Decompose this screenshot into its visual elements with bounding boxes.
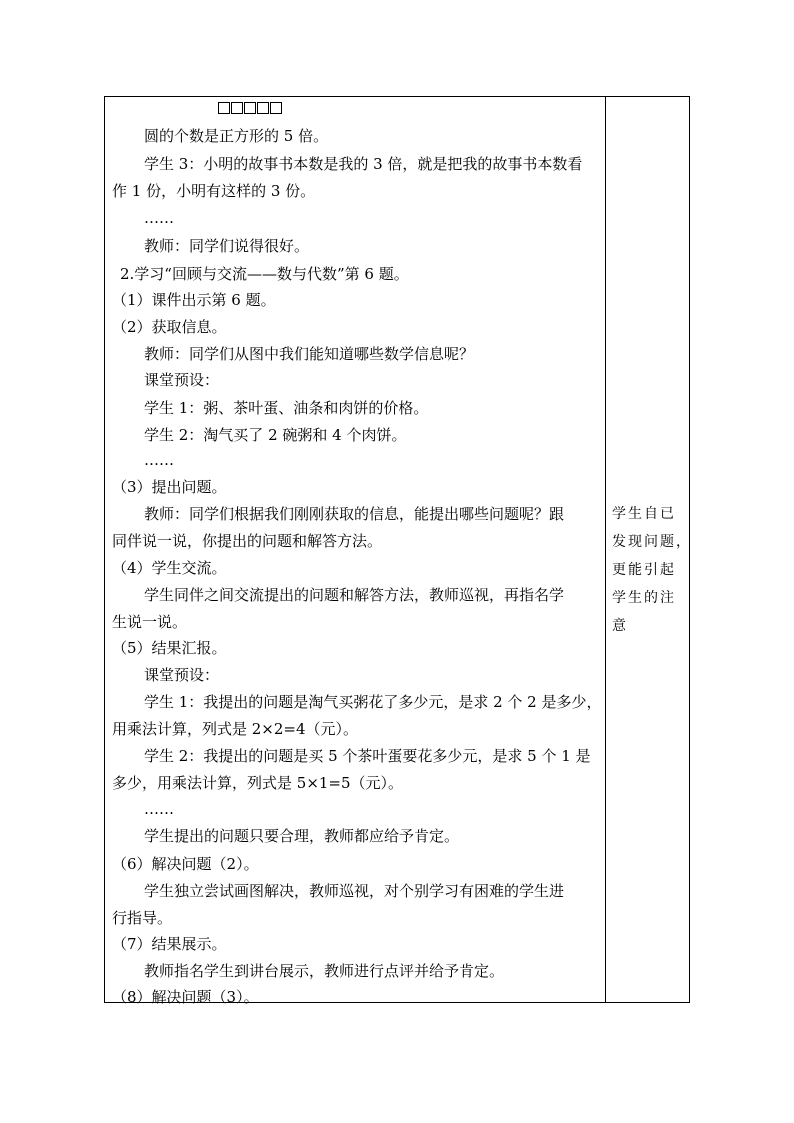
content-line: 学生同伴之间交流提出的问题和解答方法，教师巡视，再指名学: [144, 586, 565, 604]
note-line: 学生的注: [612, 590, 676, 606]
square-shape: [257, 102, 269, 114]
content-line: （8）解决问题（3）。: [112, 988, 259, 1006]
content-line: 学生 1：粥、茶叶蛋、油条和肉饼的价格。: [144, 399, 429, 417]
note-line: 学生自已: [612, 506, 676, 522]
content-line: （6）解决问题（2）。: [112, 855, 259, 873]
content-line: 学生 1：我提出的问题是淘气买粥花了多少元，是求 2 个 2 是多少，: [144, 693, 602, 711]
content-line: （7）结果展示。: [112, 935, 227, 953]
content-line: 用乘法计算，列式是 2×2=4（元）。: [112, 720, 359, 738]
content-line: 学生提出的问题只要合理，教师都应给予肯定。: [144, 827, 460, 845]
content-line: 教师：同学们根据我们刚刚获取的信息，能提出哪些问题呢？跟: [144, 505, 565, 523]
teaching-note-cell: [612, 500, 692, 640]
lesson-content-cell: [112, 96, 604, 1006]
content-line: 教师：同学们从图中我们能知道哪些数学信息呢？: [144, 345, 475, 363]
content-line: ……: [144, 800, 174, 818]
content-line: 生说一说。: [112, 613, 188, 631]
section-heading: 2.学习“回顾与交流——数与代数”第 6 题。: [120, 265, 409, 283]
content-line: 学生 2：淘气买了 2 碗粥和 4 个肉饼。: [144, 426, 407, 444]
square-shape: [231, 102, 243, 114]
content-line: （2）获取信息。: [112, 318, 227, 336]
content-line: 作 1 份，小明有这样的 3 份。: [112, 182, 316, 200]
square-shape: [270, 102, 282, 114]
square-shape: [244, 102, 256, 114]
content-line: 课堂预设：: [144, 371, 220, 389]
content-line: ……: [144, 209, 174, 227]
note-line: 意: [612, 618, 628, 634]
content-line: 学生 3：小明的故事书本数是我的 3 倍，就是把我的故事书本数看: [144, 155, 583, 173]
content-line: 同伴说一说，你提出的问题和解答方法。: [112, 532, 383, 550]
content-line: 教师指名学生到讲台展示，教师进行点评并给予肯定。: [144, 962, 505, 980]
content-line: 学生独立尝试画图解决，教师巡视，对个别学习有困难的学生进: [144, 882, 565, 900]
content-line: 圆的个数是正方形的 5 倍。: [144, 127, 329, 145]
square-shape: [218, 102, 230, 114]
square-shapes-row: [218, 102, 282, 114]
content-line: （3）提出问题。: [112, 478, 227, 496]
content-line: （4）学生交流。: [112, 559, 227, 577]
note-line: 发现问题，: [612, 534, 692, 550]
note-line: 更能引起: [612, 562, 676, 578]
column-divider: [605, 96, 606, 1003]
content-line: 课堂预设：: [144, 666, 220, 684]
content-line: 行指导。: [112, 909, 173, 927]
content-line: ……: [144, 451, 174, 469]
content-line: （1）课件出示第 6 题。: [112, 291, 276, 309]
content-line: 多少，用乘法计算，列式是 5×1=5（元）。: [112, 774, 404, 792]
content-line: 学生 2：我提出的问题是买 5 个茶叶蛋要花多少元，是求 5 个 1 是: [144, 747, 591, 765]
content-line: 教师：同学们说得很好。: [144, 237, 310, 255]
content-line: （5）结果汇报。: [112, 639, 227, 657]
